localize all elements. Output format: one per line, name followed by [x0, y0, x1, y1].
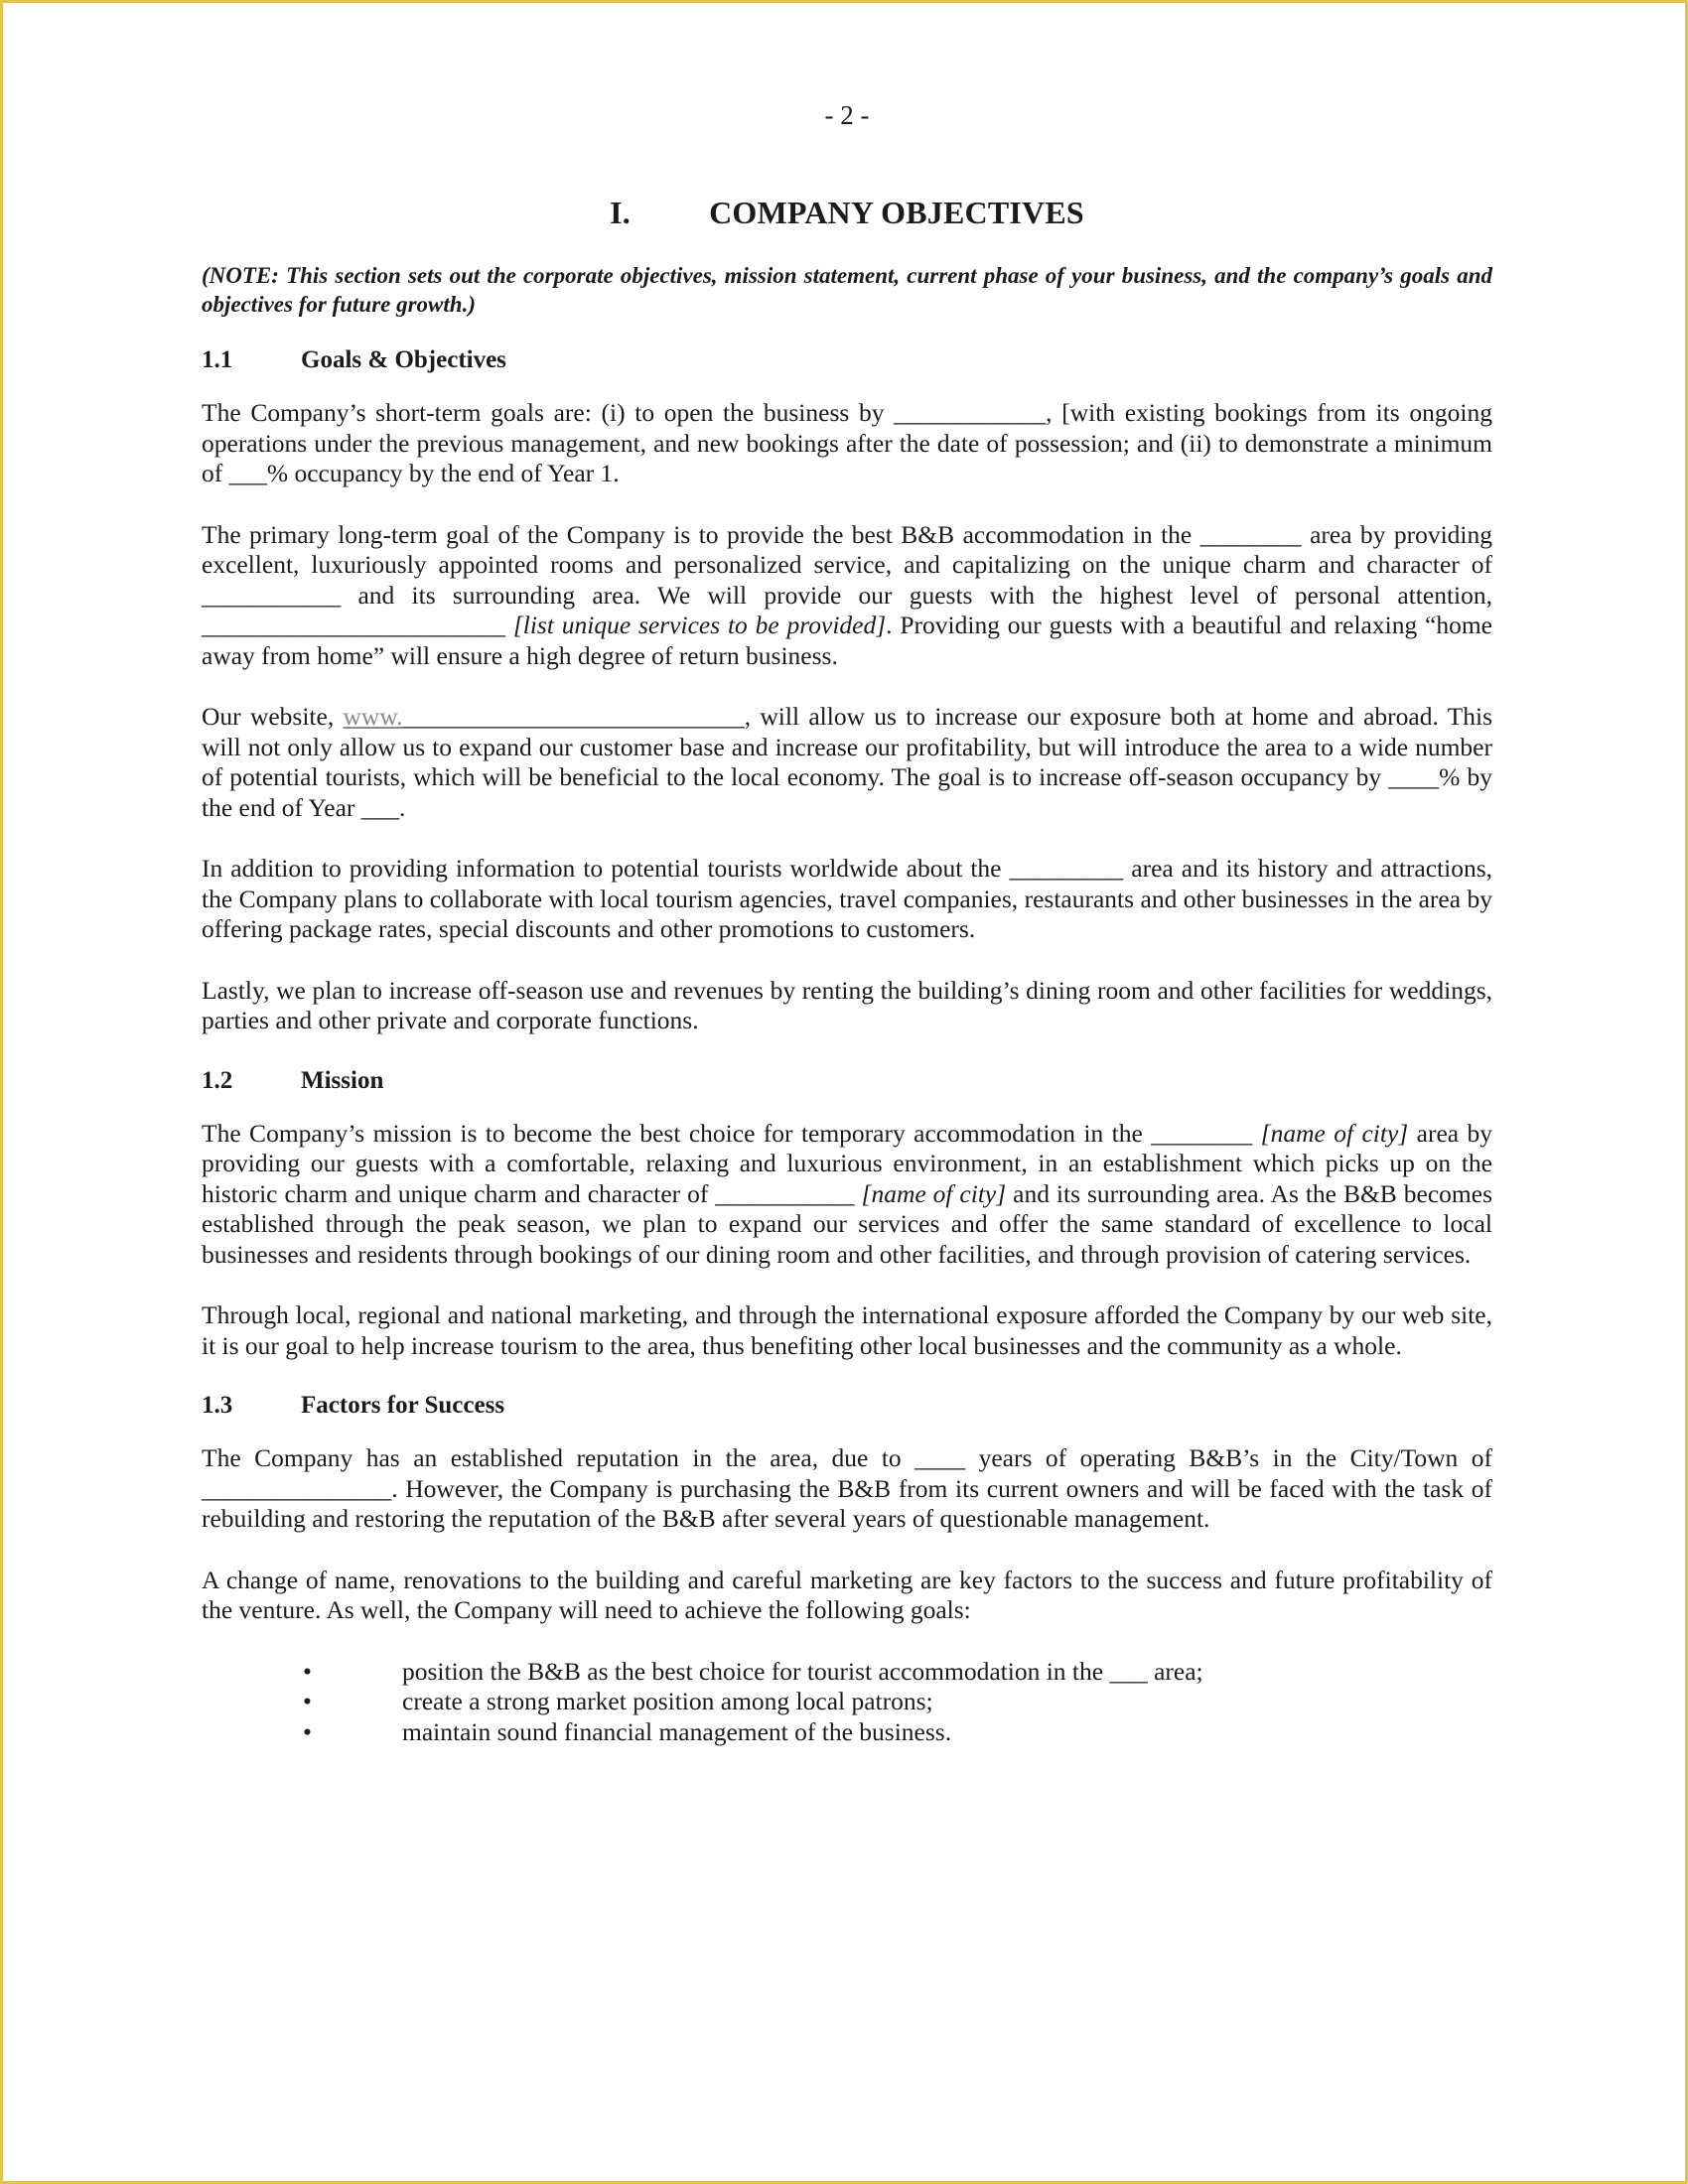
- section-title-text: COMPANY OBJECTIVES: [709, 195, 1084, 230]
- subsection-heading-factors: [202, 1392, 1492, 1420]
- goals-p3-text-a: Our website,: [202, 702, 344, 731]
- mission-p1-text-e: and its surrounding area. As the B&B becomes established through the peak season, we plan to expand our services and offer the same standard of excellence to local businesses and residents through bookings of our dining room and other facilities, and through provision of catering services.: [202, 1178, 1492, 1269]
- subsection-title: Goals & Objectives: [301, 346, 506, 373]
- website-link[interactable]: www.: [343, 702, 403, 731]
- goals-paragraph-long-term: [202, 520, 1492, 672]
- subsection-number: 1.1: [202, 346, 233, 373]
- list-item-text: position the B&B as the best choice for tourist accommodation in the ___ area;: [402, 1656, 1203, 1686]
- list-item-text: maintain sound financial management of the business.: [402, 1716, 952, 1746]
- goals-p2-text-a: The primary long-term goal of the Company is to provide the best B&B accommodation in the ________ area by providing excellent, luxuriously appointed rooms and personalized service, and capitalizing on the unique charm and character of ___________ and its surrounding area. We will provide our guests with the highest level of personal attention, ________________________: [202, 519, 1492, 639]
- list-item: [202, 1657, 1492, 1688]
- factors-goal-list: [202, 1657, 1492, 1748]
- mission-paragraph-statement: [202, 1119, 1492, 1271]
- mission-p1-text-c: area by providing our guests with a comfortable, relaxing and luxurious environment, in an establishment which picks up on the historic charm and unique charm and character of ___________: [202, 1118, 1492, 1208]
- list-item-text: create a strong market position among local patrons;: [402, 1687, 933, 1715]
- subsection-heading-goals: [202, 346, 1492, 374]
- mission-p1-placeholder-city-2: [name of city]: [861, 1178, 1007, 1208]
- subsection-number: 1.3: [202, 1392, 233, 1419]
- mission-p1-placeholder-city: [name of city]: [1260, 1118, 1409, 1148]
- goals-paragraph-off-season: Lastly, we plan to increase off-season use and revenues by renting the building’s dining room and other facilities for weddings, parties and other private and corporate functions.: [202, 975, 1492, 1034]
- subsection-title: Mission: [301, 1066, 384, 1094]
- bullet-icon: •: [303, 1687, 312, 1715]
- goals-paragraph-website: [202, 702, 1492, 823]
- factors-paragraph-key-factors: A change of name, renovations to the building and careful marketing are key factors to the success and future profitability of the venture. As well, the Company will need to achieve the following goals:: [202, 1565, 1492, 1624]
- section-number: I.: [610, 195, 631, 230]
- goals-p3-text-b: ___________________________, will allow us to increase our exposure both at home and abroad. This will not only allow us to expand our customer base and increase our profitability, but will introduce the area to a wide number of potential tourists, which will be beneficial to the local economy. The goal is to increase off-season occupancy by ____% by the end of Year ___.: [202, 702, 1492, 822]
- document-body: [202, 195, 1492, 1747]
- section-note: (NOTE: This section sets out the corporate objectives, mission statement, current phase of your business, and the company’s goals and objectives for future growth.): [202, 263, 1492, 317]
- subsection-title: Factors for Success: [301, 1392, 505, 1419]
- goals-p2-placeholder: [list unique services to be provided]: [512, 611, 887, 639]
- mission-paragraph-marketing: Through local, regional and national marketing, and through the international exposure afforded the Company by our web site, it is our goal to help increase tourism to the area, thus benefiting other local businesses and the community as a whole.: [202, 1300, 1492, 1360]
- mission-p1-text-a: The Company’s mission is to become the best choice for temporary accommodation in the ________: [202, 1118, 1261, 1148]
- list-item: [202, 1717, 1492, 1748]
- goals-paragraph-collaboration: In addition to providing information to potential tourists worldwide about the _________ area and its history and attractions, the Company plans to collaborate with local tourism agencies, travel companies, restaurants and other businesses in the area by offering package rates, special discounts and other promotions to customers.: [202, 854, 1492, 943]
- page-number: - 2 -: [824, 100, 870, 130]
- subsection-number: 1.2: [202, 1066, 233, 1094]
- list-item: [202, 1687, 1492, 1717]
- goals-p2-text-c: . Providing our guests with a beautiful and relaxing “home away from home” will ensure a high degree of return business.: [202, 611, 1492, 670]
- bullet-icon: •: [303, 1716, 312, 1746]
- section-title: [202, 195, 1492, 231]
- subsection-heading-mission: [202, 1067, 1492, 1095]
- factors-paragraph-reputation: The Company has an established reputation in the area, due to ____ years of operating B&B’s in the City/Town of _______________. However, the Company is purchasing the B&B from its current owners and will be faced with the task of rebuilding and restoring the reputation of the B&B after several years of questionable management.: [202, 1443, 1492, 1533]
- goals-paragraph-short-term: The Company’s short-term goals are: (i) to open the business by ____________, [with existing bookings from its ongoing operations under the previous management, and new bookings after the date of possession; and (ii) to demonstrate a minimum of ___% occupancy by the end of Year 1.: [202, 398, 1492, 487]
- bullet-icon: •: [303, 1656, 312, 1686]
